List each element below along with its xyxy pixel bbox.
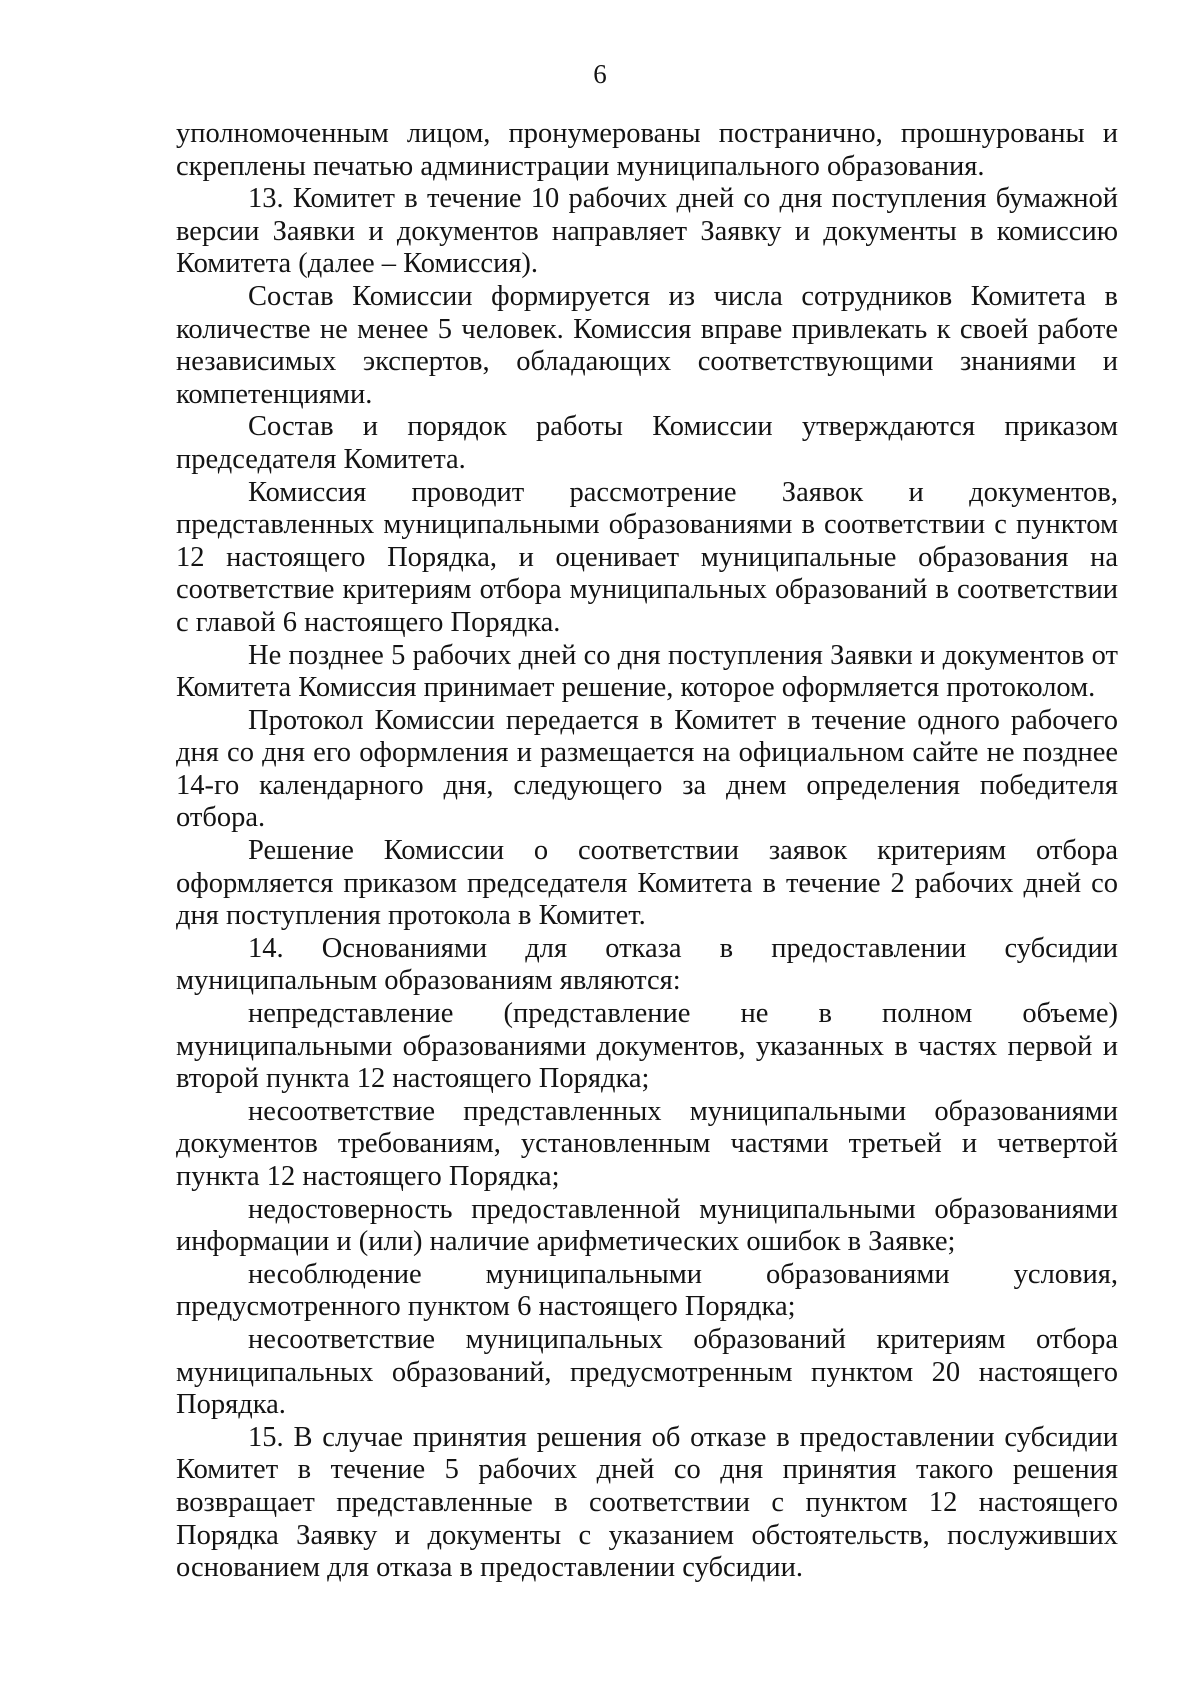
paragraph: несоблюдение муниципальными образованиями условия, предусмотренного пунктом 6 настоящего Порядка; [176, 1258, 1118, 1323]
paragraph: Не позднее 5 рабочих дней со дня поступления Заявки и документов от Комитета Комиссия принимает решение, которое оформляется протоколом. [176, 639, 1118, 704]
paragraph: 14. Основаниями для отказа в предоставлении субсидии муниципальным образованиям являются: [176, 932, 1118, 997]
paragraph: 13. Комитет в течение 10 рабочих дней со дня поступления бумажной версии Заявки и документов направляет Заявку и документы в комиссию Комитета (далее – Комиссия). [176, 183, 1118, 280]
paragraph: несоответствие муниципальных образований критериям отбора муниципальных образований, предусмотренным пунктом 20 настоящего Порядка. [176, 1323, 1118, 1421]
document-body [176, 118, 1118, 1585]
paragraph: недостоверность предоставленной муниципальными образованиями информации и (или) наличие арифметических ошибок в Заявке; [176, 1193, 1118, 1258]
paragraph: непредставление (представление не в полном объеме) муниципальными образованиями документов, указанных в частях первой и второй пункта 12 настоящего Порядка; [176, 998, 1118, 1095]
paragraph: Комиссия проводит рассмотрение Заявок и документов, представленных муниципальными образованиями в соответствии с пунктом 12 настоящего Порядка, и оценивает муниципальные образования на соответствие критериям отбора муниципальных образований в соответствии с главой 6 настоящего Порядка. [176, 476, 1118, 638]
paragraph: уполномоченным лицом, пронумерованы постранично, прошнурованы и скреплены печатью администрации муниципального образования. [176, 118, 1118, 182]
paragraph: Решение Комиссии о соответствии заявок критериям отбора оформляется приказом председателя Комитета в течение 2 рабочих дней со дня поступления протокола в Комитет. [176, 835, 1118, 932]
paragraph: Состав и порядок работы Комиссии утверждаются приказом председателя Комитета. [176, 411, 1118, 475]
paragraph: 15. В случае принятия решения об отказе в предоставлении субсидии Комитет в течение 5 рабочих дней со дня принятия такого решения возвращает представленные в соответствии с пунктом 12 настоящего Порядка Заявку и документы с указанием обстоятельств, послуживших основанием для отказа в предоставлении субсидии. [176, 1421, 1118, 1584]
paragraph: несоответствие представленных муниципальными образованиями документов требованиям, установленным частями третьей и четвертой пункта 12 настоящего Порядка; [176, 1095, 1118, 1192]
paragraph: Протокол Комиссии передается в Комитет в течение одного рабочего дня со дня его оформления и размещается на официальном сайте не позднее 14-го календарного дня, следующего за днем определения победителя отбора. [176, 704, 1118, 834]
page-number: 6 [593, 59, 607, 89]
paragraph: Состав Комиссии формируется из числа сотрудников Комитета в количестве не менее 5 человек. Комиссия вправе привлекать к своей работе независимых экспертов, обладающих соответствующими знаниями и компетенциями. [176, 280, 1118, 410]
